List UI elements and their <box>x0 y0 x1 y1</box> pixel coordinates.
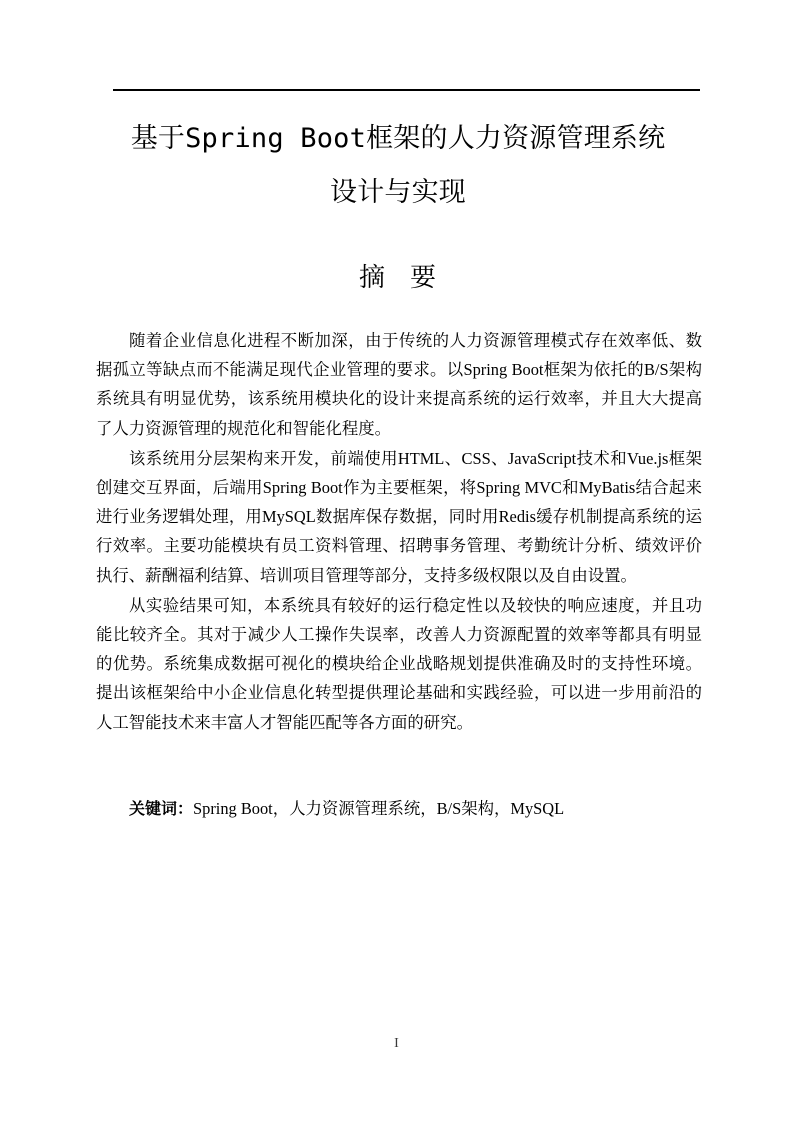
title-line-1: 基于Spring Boot框架的人力资源管理系统 <box>130 123 666 154</box>
keywords-label: 关键词： <box>129 799 194 818</box>
abstract-heading-char-1: 摘 <box>358 263 386 293</box>
abstract-paragraph: 该系统用分层架构来开发，前端使用HTML、CSS、JavaScript技术和Vue.js框架创建交互界面，后端用Spring Boot作为主要框架，将Spring MVC和MyBatis结合起来进行业务逻辑处理，用MySQL数据库保存数据，同时用Redis缓存机制提高系统的运行效率。主要功能模块有员工资料管理、招聘事务管理、考勤统计分析、绩效评价执行、薪酬福利结算、培训项目管理等部分，支持多级权限以及自由设置。 <box>96 448 702 585</box>
page-number: I <box>394 1036 399 1051</box>
keywords-value: Spring Boot，人力资源管理系统，B/S架构，MySQL <box>193 799 565 818</box>
abstract-heading-char-2: 要 <box>410 263 438 293</box>
abstract-paragraph: 从实验结果可知，本系统具有较好的运行稳定性以及较快的响应速度，并且功能比较齐全。其对于减少人工操作失误率，改善人力资源配置的效率等都具有明显的优势。系统集成数据可视化的模块给企业战略规划提供准确及时的支持性环境。提出该框架给中小企业信息化转型提供理论基础和实践经验，可以进一步用前沿的人工智能技术来丰富人才智能匹配等各方面的研究。 <box>96 595 702 732</box>
document-title <box>96 112 700 220</box>
abstract-heading <box>96 258 700 298</box>
title-line-2: 设计与实现 <box>330 177 466 208</box>
abstract-body <box>96 326 702 737</box>
keywords-line <box>96 794 702 823</box>
header-rule <box>113 89 700 91</box>
abstract-paragraph: 随着企业信息化进程不断加深，由于传统的人力资源管理模式存在效率低、数据孤立等缺点而不能满足现代企业管理的要求。以Spring Boot框架为依托的B/S架构系统具有明显优势，该系统用模块化的设计来提高系统的运行效率，并且大大提高了人力资源管理的规范化和智能化程度。 <box>96 331 702 438</box>
